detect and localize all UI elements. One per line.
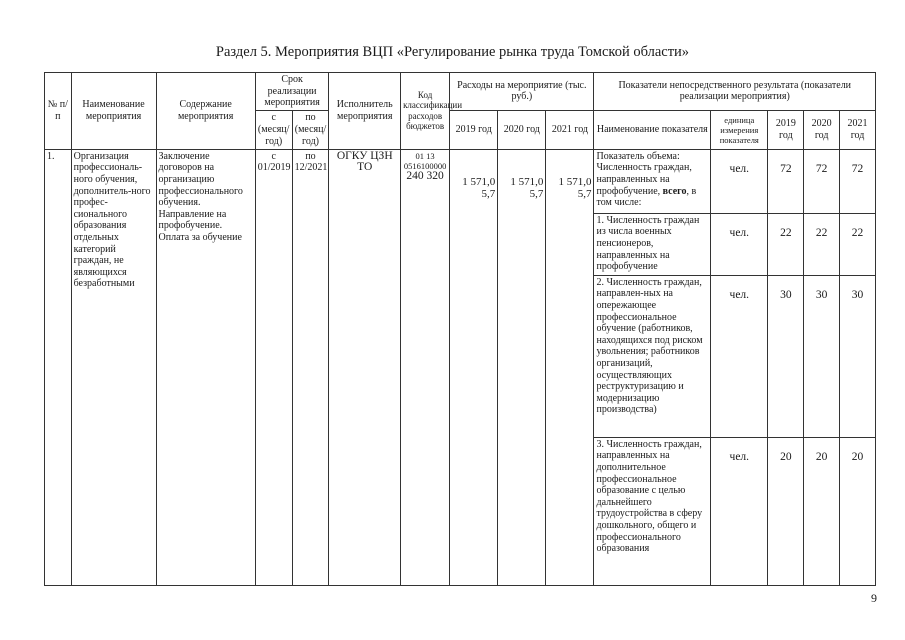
row-term-to: по 12/2021 [292, 149, 329, 585]
indicator-name-bold: всего [662, 185, 687, 197]
header-unit: единица измерения показателя [711, 110, 768, 149]
row-executor: ОГКУ ЦЗН ТО [329, 149, 401, 585]
row-content: Заключение договоров на организацию профессионального обучения. Направление на профобучение. Оплата за обучение [156, 149, 255, 585]
row-exp-2020: 1 571,0 5,7 [498, 149, 546, 585]
indicator-unit: чел. [711, 437, 768, 585]
table-row [45, 149, 876, 213]
indicator-2021: 20 [840, 437, 876, 585]
header-exp-2021: 2021 год [546, 110, 594, 149]
indicator-unit: чел. [711, 275, 768, 437]
header-num: № п/п [45, 73, 72, 150]
header-ind-2019: 2019 год [768, 110, 804, 149]
header-ind-2020: 2020 год [804, 110, 840, 149]
indicator-2019: 22 [768, 213, 804, 275]
header-exp-2019: 2019 год [450, 110, 498, 149]
row-exp-2019: 1 571,0 5,7 [450, 149, 498, 585]
page-title: Раздел 5. Мероприятия ВЦП «Регулирование рынка труда Томской области» [215, 44, 690, 60]
indicator-name: 1. Численность граждан из числа военных пенсионеров, направленных на профобучение [594, 213, 711, 275]
row-name: Организация профессиональ-ного обучения, дополнитель-ного профес-сионального образования отдельных категорий граждан, не являющихся безработными [71, 149, 156, 585]
indicator-name [594, 149, 711, 213]
header-expenses: Расходы на мероприятие (тыс. руб.) [450, 73, 594, 111]
row-code [401, 149, 450, 585]
header-ind-2021: 2021 год [840, 110, 876, 149]
header-code: Код классификации расходов бюджетов [401, 73, 450, 150]
header-term-from: с (месяц/год) [255, 110, 292, 149]
indicator-2020: 72 [804, 149, 840, 213]
header-name: Наименование мероприятия [71, 73, 156, 150]
indicator-2021: 72 [840, 149, 876, 213]
indicator-2021: 22 [840, 213, 876, 275]
row-term-from: с 01/2019 [255, 149, 292, 585]
row-num: 1. [45, 149, 72, 585]
indicator-2020: 22 [804, 213, 840, 275]
indicator-2019: 30 [768, 275, 804, 437]
activities-table [44, 72, 876, 586]
indicator-2019: 20 [768, 437, 804, 585]
header-term-to: по (месяц/год) [292, 110, 329, 149]
header-indicator-name: Наименование показателя [594, 110, 711, 149]
indicator-name: 3. Численность граждан, направленных на дополнительное профессиональное образование с целью дальнейшего трудоустройства в сферу дошкольного, общего и профессионального образования [594, 437, 711, 585]
header-exp-2020: 2020 год [498, 110, 546, 149]
indicator-unit: чел. [711, 213, 768, 275]
row-code-bottom: 240 320 [406, 169, 444, 182]
header-term: Срок реализации мероприятия [255, 73, 329, 111]
indicator-name: 2. Численность граждан, направлен-ных на опережающее профессиональное обучение (работников, находящихся под риском увольнения; работников организаций, осуществляющих реструктуризацию и модернизацию производства) [594, 275, 711, 437]
row-exp-2021: 1 571,0 5,7 [546, 149, 594, 585]
header-content: Содержание мероприятия [156, 73, 255, 150]
header-results: Показатели непосредственного результата (показатели реализации мероприятия) [594, 73, 876, 111]
row-code-top: 01 13 0516100000 [403, 150, 447, 171]
indicator-2019: 72 [768, 149, 804, 213]
indicator-unit: чел. [711, 149, 768, 213]
indicator-2021: 30 [840, 275, 876, 437]
indicator-2020: 20 [804, 437, 840, 585]
indicator-2020: 30 [804, 275, 840, 437]
indicator-name-suffix: , в том числе: [596, 185, 697, 209]
indicator-name-prefix: Показатель объема: Численность граждан, направленных на профобучение, [596, 150, 692, 197]
header-executor: Исполнитель мероприятия [329, 73, 401, 150]
page-number: 9 [871, 591, 877, 605]
